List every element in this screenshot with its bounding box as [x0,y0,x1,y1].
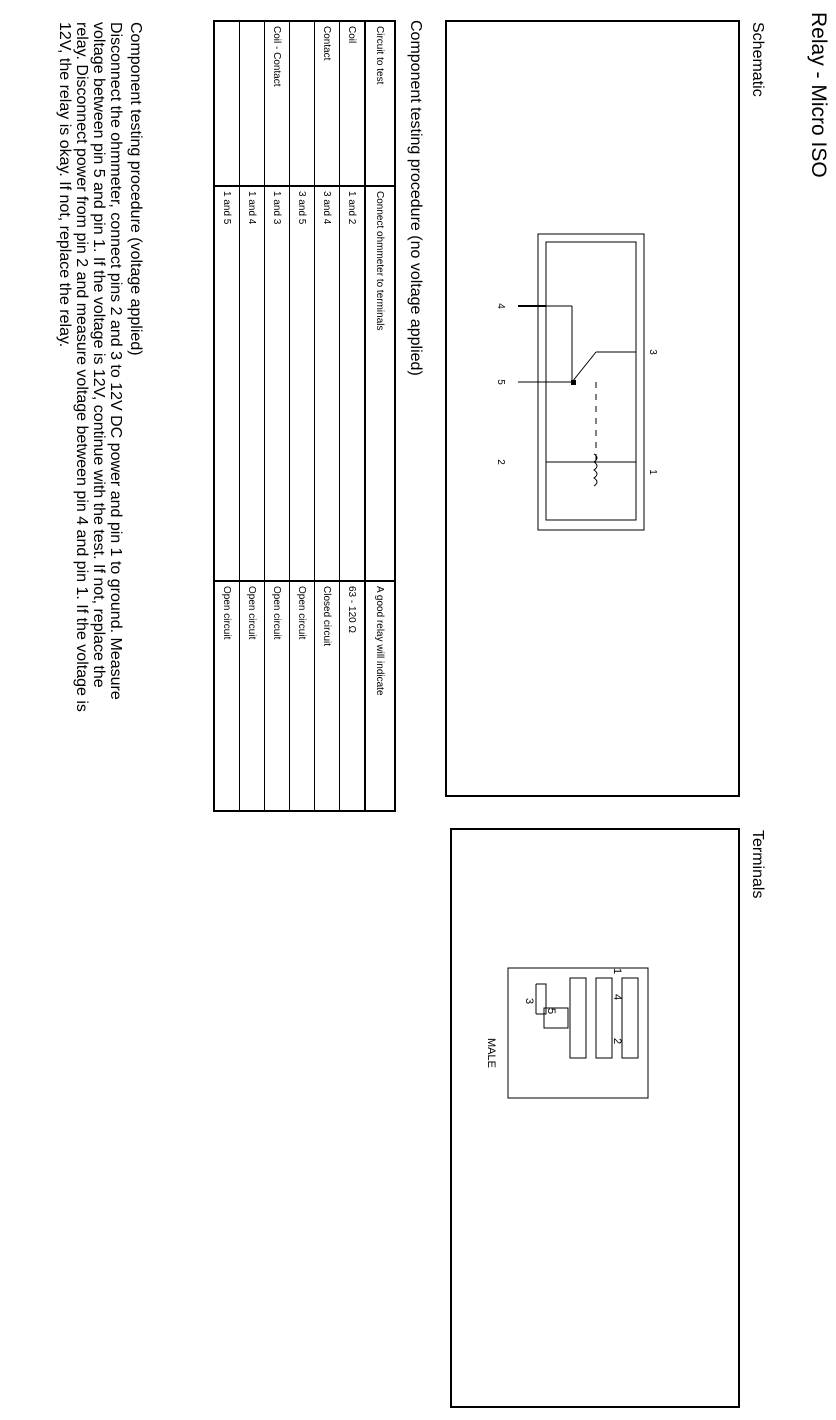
row-circuit [240,21,265,186]
terminal-label-1: 1 [611,968,623,975]
row-terminals: 1 and 5 [214,186,240,581]
table-row [240,21,265,811]
row-circuit: Coil [340,21,366,186]
row-terminals: 1 and 3 [265,186,290,581]
pin-label-1: 1 [647,469,658,475]
test-table [213,20,396,812]
table-row [290,21,315,811]
row-circuit: Coil - Contact [265,21,290,186]
schematic-heading: Schematic [749,22,766,97]
terminal-label-5: 5 [545,1008,557,1015]
row-result: Open circuit [290,581,315,811]
terminal-label-2: 2 [611,1038,623,1045]
row-circuit [290,21,315,186]
voltage-test-heading: Component testing procedure (voltage applied) [127,22,144,356]
page-title: Relay - Micro ISO [807,12,830,178]
pin-label-2: 2 [495,459,506,465]
table-row [340,21,366,811]
header-result: A good relay will indicate [365,581,395,811]
row-terminals: 1 and 4 [240,186,265,581]
row-terminals: 1 and 2 [340,186,366,581]
table-row [265,21,290,811]
row-result: Closed circuit [315,581,340,811]
table-row [315,21,340,811]
voltage-test-instructions: Disconnect the ohmmeter, connect pins 2 and 3 to 12V DC power and pin 1 to ground. Measure voltage between pin 5 and pin 1. If the voltage is 12V, continue with the test. If not, replace the relay. Disconnect power from pin 2 and measure voltage between pin 4 and pin 1. If the voltage is 12V, the relay is okay. If not, replace the relay. [56,22,124,712]
pin-label-4: 4 [495,303,506,309]
table-row [214,21,240,811]
row-circuit [214,21,240,186]
no-voltage-test-heading: Component testing procedure (no voltage applied) [407,20,424,376]
row-result: Open circuit [240,581,265,811]
terminals-heading: Terminals [749,830,766,899]
header-terminals: Connect ohmmeter to terminals [365,186,395,581]
terminal-label-3: 3 [523,998,535,1005]
schematic-pin-labels [496,232,656,532]
terminal-label-4: 4 [611,994,623,1001]
row-result: 63 - 120 Ω [340,581,366,811]
row-result: Open circuit [265,581,290,811]
table-header-row [365,21,395,811]
row-circuit: Contact [315,21,340,186]
row-terminals: 3 and 5 [290,186,315,581]
row-result: Open circuit [214,581,240,811]
pin-label-3: 3 [647,349,658,355]
terminal-layout-diagram [476,938,666,1118]
row-terminals: 3 and 4 [315,186,340,581]
header-circuit: Circuit to test [365,21,395,186]
terminals-panel [450,828,740,1408]
pin-label-5: 5 [495,379,506,385]
terminal-gender-label: MALE [485,1038,497,1068]
